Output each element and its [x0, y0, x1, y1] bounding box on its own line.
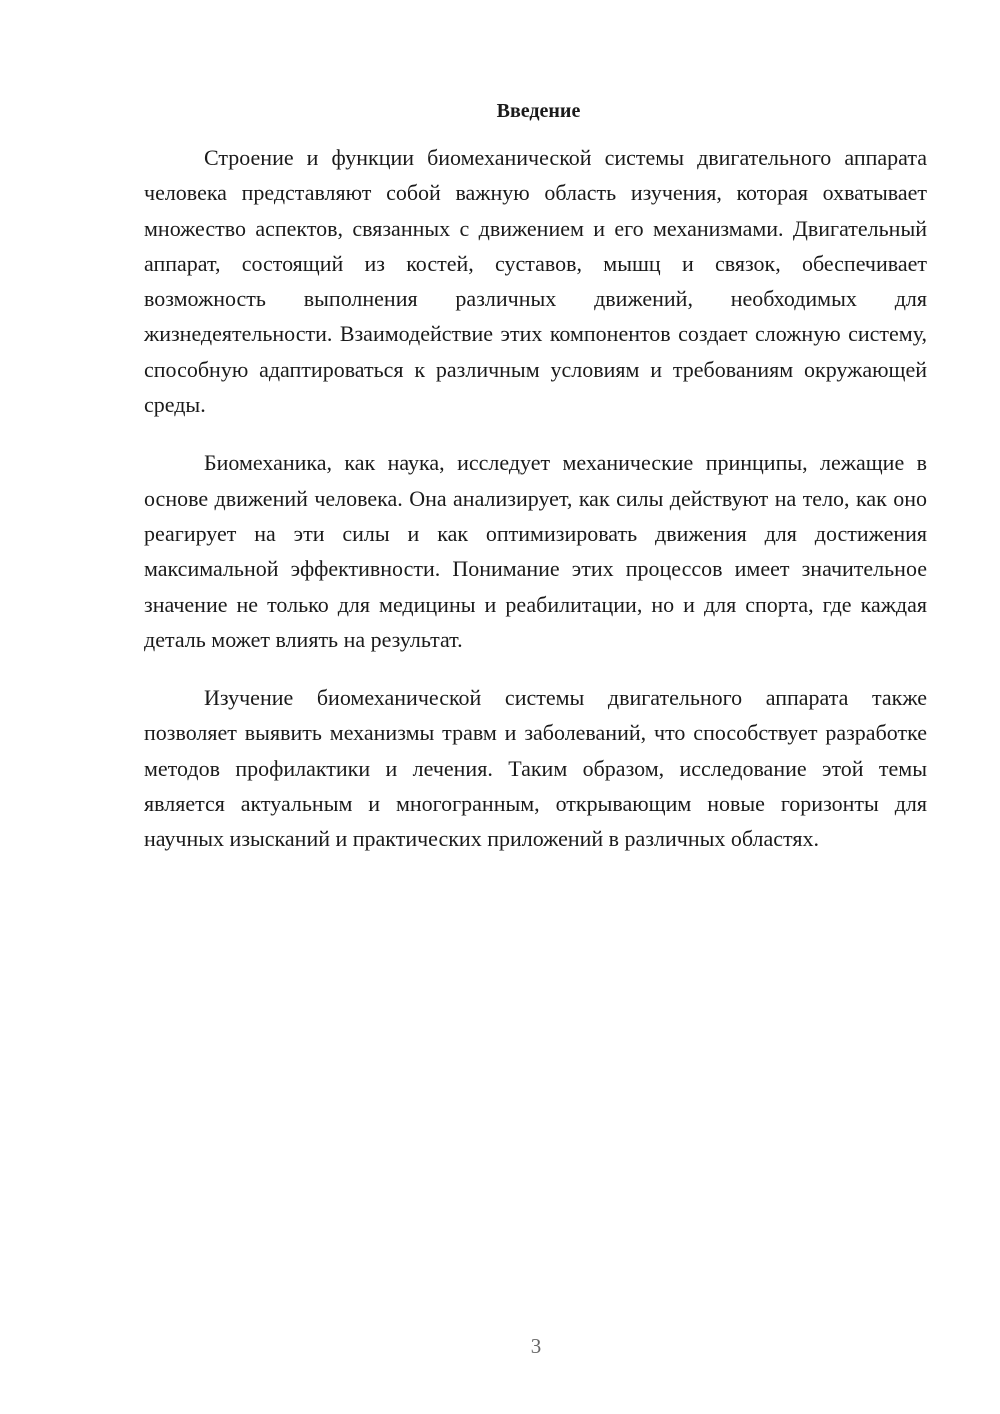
page-content: [144, 96, 927, 880]
paragraph: Строение и функции биомеханической системы двигательного аппарата человека представляют собой важную область изучения, которая охватывает множество аспектов, связанных с движением и его механизмами. Двигательный аппарат, состоящий из костей, суставов, мышц и связок, обеспечивает возможность выполнения различных движений, необходимых для жизнедеятельности. Взаимодействие этих компонентов создает сложную систему, способную адаптироваться к различным условиям и требованиям окружающей среды.: [144, 145, 927, 418]
paragraph: Биомеханика, как наука, исследует механические принципы, лежащие в основе движений человека. Она анализирует, как силы действуют на тело, как оно реагирует на эти силы и как оптимизировать движения для достижения максимальной эффективности. Понимание этих процессов имеет значительное значение не только для медицины и реабилитации, но и для спорта, где каждая деталь может влиять на результат.: [144, 450, 927, 652]
page-number: 3: [530, 1334, 542, 1358]
section-heading: Введение: [496, 100, 581, 122]
paragraph: Изучение биомеханической системы двигательного аппарата также позволяет выявить механизмы травм и заболеваний, что способствует разработке методов профилактики и лечения. Таким образом, исследование этой темы является актуальным и многогранным, открывающим новые горизонты для научных изысканий и практических приложений в различных областях.: [144, 685, 927, 852]
